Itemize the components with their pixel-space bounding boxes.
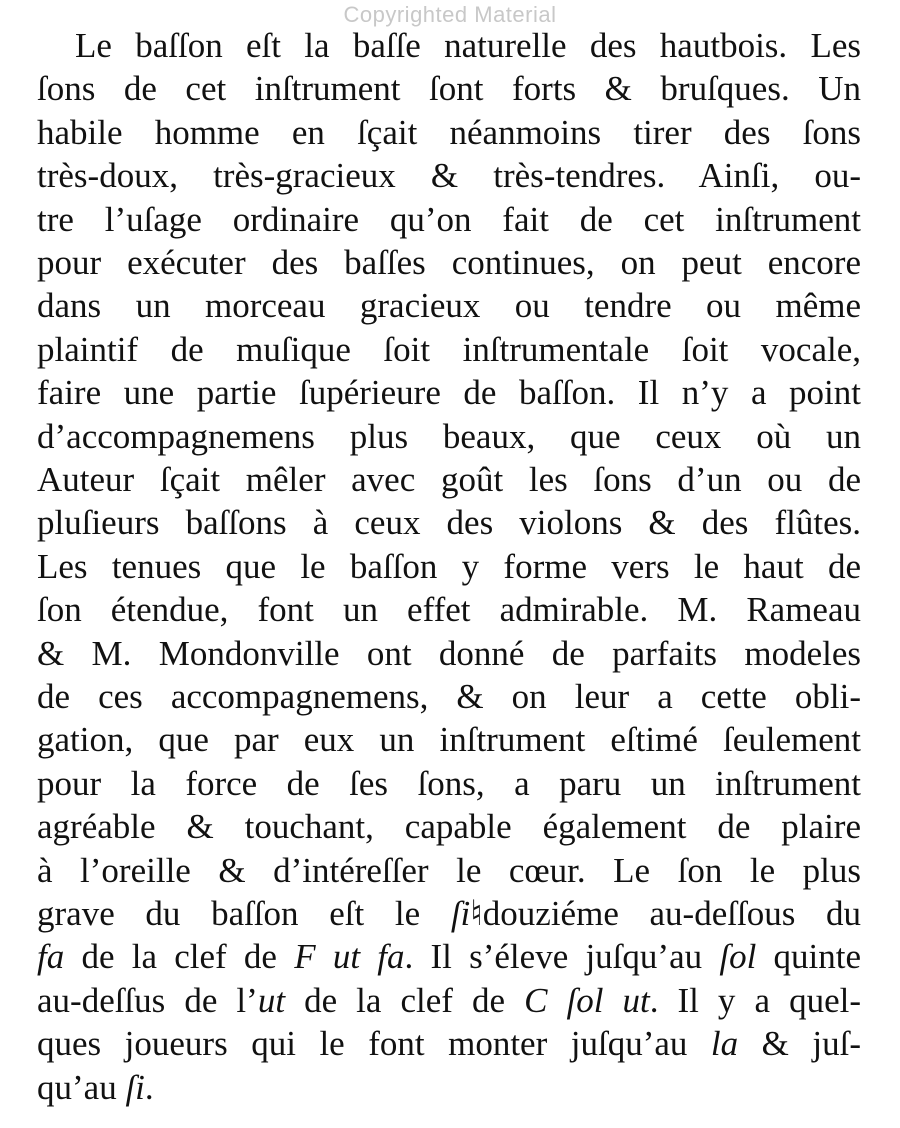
text-segment: ques joueurs qui le font monter juſqu’au — [37, 1024, 711, 1064]
text-segment: Auteur ſçait mêler avec goût les ſons d’un ou de — [37, 460, 861, 499]
text-line — [37, 935, 861, 979]
text-segment: pour la force de ſes ſons, a paru un inſtrument — [37, 763, 861, 803]
text-line — [75, 24, 861, 68]
text-line — [37, 241, 861, 285]
italic-text: C ſol ut — [524, 980, 650, 1020]
text-segment: & juſ- — [738, 1024, 861, 1064]
text-line — [37, 675, 861, 719]
text-segment: à l’oreille & d’intéreſſer le cœur. Le ſon le plus — [37, 850, 861, 890]
text-line — [37, 284, 861, 328]
text-line — [37, 1022, 861, 1066]
text-line — [37, 979, 861, 1023]
text-line — [37, 501, 861, 545]
italic-text: ſol — [719, 937, 757, 977]
text-segment: pluſieurs baſſons à ceux des violons & des flûtes. — [37, 503, 861, 543]
text-line — [37, 632, 861, 676]
text-segment: qu’au — [37, 1067, 126, 1107]
text-segment: de ces accompagnemens, & on leur a cette obli- — [37, 677, 861, 716]
text-segment: douziéme au-deſſous du — [482, 894, 861, 933]
text-line — [37, 718, 861, 762]
text-line — [37, 545, 861, 589]
text-segment: grave du baſſon eſt le — [37, 894, 451, 933]
text-segment: au-deſſus de l’ — [37, 980, 258, 1020]
text-line — [37, 1066, 861, 1110]
text-line — [37, 111, 861, 155]
text-segment: plaintif de muſique ſoit inſtrumentale ſoit vocale, — [37, 329, 861, 369]
italic-text: fa — [37, 937, 65, 977]
text-line — [37, 154, 861, 198]
text-line — [37, 762, 861, 806]
text-line — [37, 371, 861, 415]
text-segment: dans un morceau gracieux ou tendre ou même — [37, 286, 861, 326]
text-segment: . Il y a quel- — [649, 980, 861, 1020]
text-segment: . — [144, 1067, 154, 1107]
natural-sign-mark: ♮ — [470, 894, 483, 933]
text-segment: & M. Mondonville ont donné de parfaits modeles — [37, 633, 861, 673]
italic-text: ut — [257, 980, 286, 1020]
italic-text: F ut fa — [294, 937, 405, 977]
text-line — [37, 198, 861, 242]
text-segment: Les tenues que le baſſon y forme vers le haut de — [37, 546, 861, 586]
text-segment: très-doux, très-gracieux & très-tendres. Ainſi, ou- — [37, 156, 861, 196]
text-segment: gation, que par eux un inſtrument eſtimé ſeulement — [37, 720, 861, 760]
text-line — [37, 892, 861, 936]
copyright-watermark: Copyrighted Material — [343, 2, 557, 27]
text-segment: de la clef de — [64, 937, 295, 977]
text-line — [37, 805, 861, 849]
text-segment: habile homme en ſçait néanmoins tirer des ſons — [37, 112, 861, 152]
text-segment: quinte — [756, 937, 862, 977]
italic-text: ſi — [125, 1067, 145, 1107]
italic-text: la — [710, 1024, 739, 1064]
text-line — [37, 67, 861, 111]
text-line — [37, 328, 861, 372]
text-segment: faire une partie ſupérieure de baſſon. Il n’y a point — [37, 373, 861, 413]
text-segment: ſon étendue, font un effet admirable. M. Rameau — [37, 590, 861, 630]
text-segment: tre l’uſage ordinaire qu’on fait de cet inſtrument — [37, 199, 861, 239]
text-line — [37, 415, 861, 459]
text-segment: pour exécuter des baſſes continues, on peut encore — [37, 243, 861, 282]
text-segment: de la clef de — [285, 980, 525, 1020]
text-segment: ſons de cet inſtrument ſont forts & bruſques. Un — [37, 69, 861, 109]
text-segment: agréable & touchant, capable également de plaire — [37, 807, 861, 847]
text-segment: d’accompagnemens plus beaux, que ceux où un — [37, 416, 861, 456]
text-line — [37, 588, 861, 632]
italic-text: ſi — [450, 894, 471, 933]
text-line — [37, 458, 861, 502]
text-segment: Le baſſon eſt la baſſe naturelle des hautbois. Les — [75, 26, 861, 65]
text-segment: . Il s’éleve juſqu’au — [404, 937, 720, 977]
text-line — [37, 849, 861, 893]
